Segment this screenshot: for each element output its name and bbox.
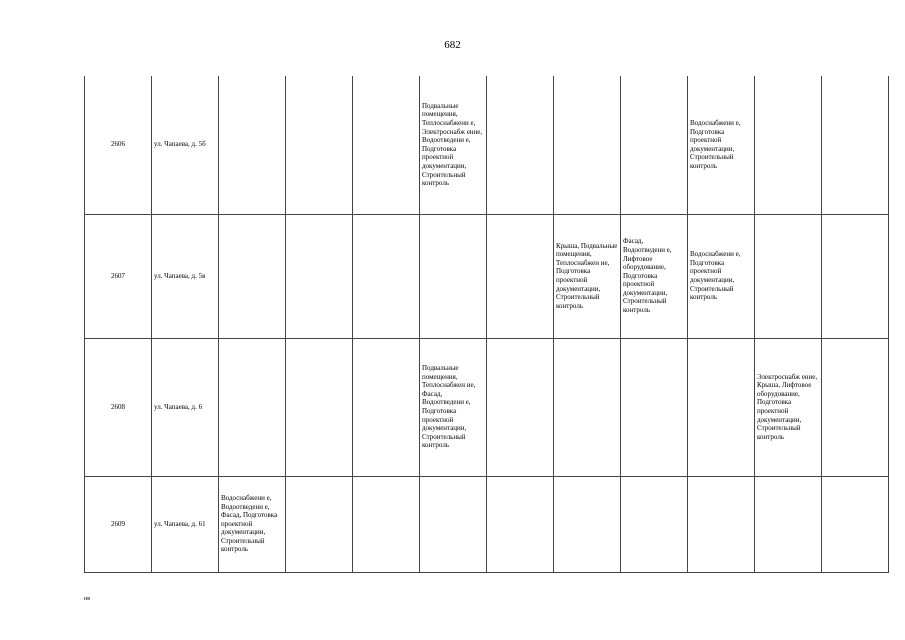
empty-cell: [353, 476, 420, 572]
work-cell: [755, 214, 822, 338]
row-number: 2608: [85, 338, 152, 476]
work-cell: [554, 476, 621, 572]
work-cell: Подвальные помещения, Теплоснабжен ие, Фасад, Водоотведени е, Подготовка проектной документации, Строительный контроль: [420, 338, 487, 476]
work-cell: [755, 476, 822, 572]
work-cell: [219, 338, 286, 476]
work-cell: [554, 338, 621, 476]
empty-cell: [487, 76, 554, 214]
empty-cell: [286, 214, 353, 338]
work-cell: [621, 76, 688, 214]
work-cell: Водоснабжени е, Водоотведени е, Фасад, Подготовка проектной документации, Строительный контроль: [219, 476, 286, 572]
table-row: [85, 338, 889, 476]
empty-cell: [353, 76, 420, 214]
work-cell: [219, 76, 286, 214]
work-cell: Фасад, Водоотведени е, Лифтовое оборудование, Подготовка проектной документации, Строительный контроль: [621, 214, 688, 338]
table-row: [85, 476, 889, 572]
works-registry-table: [84, 76, 889, 573]
work-cell: Крыша, Подвальные помещения, Теплоснабжен ие, Подготовка проектной документации, Строительный контроль: [554, 214, 621, 338]
page-number: 682: [444, 39, 461, 51]
empty-cell: [487, 214, 554, 338]
table-row: [85, 76, 889, 214]
address-cell: ул. Чапаева, д. 5в: [152, 214, 219, 338]
empty-cell: [822, 338, 889, 476]
work-cell: [621, 476, 688, 572]
empty-cell: [353, 338, 420, 476]
empty-cell: [286, 338, 353, 476]
empty-cell: [822, 76, 889, 214]
work-cell: [688, 476, 755, 572]
work-cell: [755, 76, 822, 214]
work-cell: [420, 214, 487, 338]
row-number: 2609: [85, 476, 152, 572]
empty-cell: [353, 214, 420, 338]
empty-cell: [286, 476, 353, 572]
work-cell: [219, 214, 286, 338]
empty-cell: [487, 338, 554, 476]
empty-cell: [286, 76, 353, 214]
address-cell: ул. Чапаева, д. 6: [152, 338, 219, 476]
address-cell: ул. Чапаева, д. 61: [152, 476, 219, 572]
work-cell: Электроснабж ение, Крыша, Лифтовое оборудование, Подготовка проектной документации, Строительный контроль: [755, 338, 822, 476]
empty-cell: [487, 476, 554, 572]
work-cell: [688, 338, 755, 476]
work-cell: Водоснабжени е, Подготовка проектной документации, Строительный контроль: [688, 76, 755, 214]
work-cell: Подвальные помещения, Теплоснабжени е, Электроснабж ение, Водоотведени е, Подготовка проектной документации, Строительный контроль: [420, 76, 487, 214]
work-cell: [554, 76, 621, 214]
address-cell: ул. Чапаева, д. 5б: [152, 76, 219, 214]
row-number: 2606: [85, 76, 152, 214]
work-cell: Водоснабжени е, Подготовка проектной документации, Строительный контроль: [688, 214, 755, 338]
footer-mark: нв: [84, 596, 91, 602]
empty-cell: [822, 476, 889, 572]
table-row: [85, 214, 889, 338]
work-cell: [420, 476, 487, 572]
empty-cell: [822, 214, 889, 338]
work-cell: [621, 338, 688, 476]
row-number: 2607: [85, 214, 152, 338]
